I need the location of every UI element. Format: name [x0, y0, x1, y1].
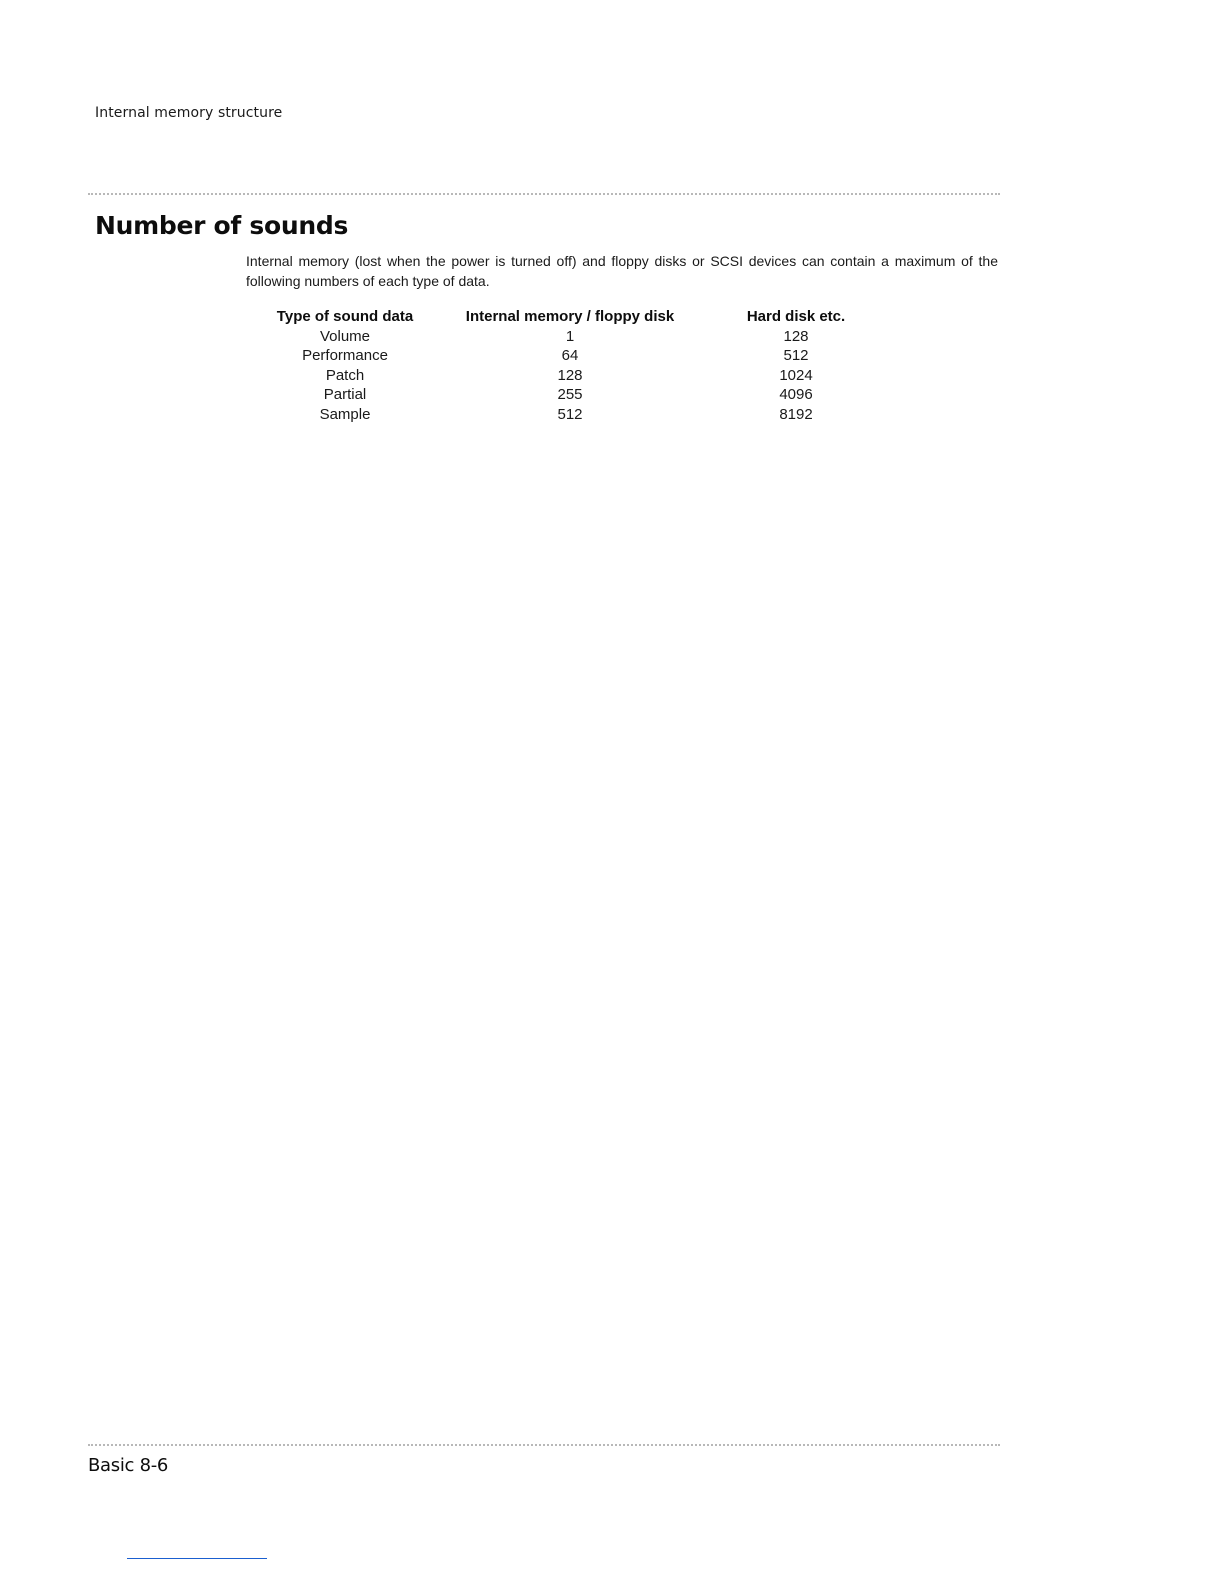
cell-internal-floppy: 64 [561, 347, 579, 365]
cell-internal-floppy: 1 [565, 327, 575, 345]
table-header-row [246, 307, 896, 327]
cell-sound-type: Volume [319, 327, 371, 345]
table-row [246, 346, 896, 366]
table-row [246, 405, 896, 425]
page-number: Basic 8-6 [88, 1455, 169, 1476]
scan-artifact-line [127, 1558, 267, 1559]
section-title: Number of sounds [95, 211, 349, 240]
top-divider [88, 193, 1000, 195]
cell-internal-floppy: 255 [557, 386, 583, 404]
header-type-of-sound-data: Type of sound data [276, 308, 414, 325]
cell-internal-floppy: 128 [557, 366, 583, 384]
table-row [246, 385, 896, 405]
cell-hard-disk: 512 [783, 347, 809, 365]
intro-paragraph: Internal memory (lost when the power is turned off) and floppy disks or SCSI devices can contain a maximum of the following numbers of each type of data. [246, 253, 998, 289]
cell-internal-floppy: 512 [557, 405, 583, 423]
cell-sound-type: Sample [319, 405, 371, 423]
table-row [246, 327, 896, 347]
bottom-divider [88, 1444, 1000, 1446]
running-head: Internal memory structure [95, 105, 283, 121]
header-hard-disk: Hard disk etc. [746, 308, 846, 325]
sound-count-table [246, 307, 896, 425]
cell-hard-disk: 4096 [779, 386, 813, 404]
cell-hard-disk: 1024 [779, 366, 813, 384]
table-row [246, 366, 896, 386]
cell-sound-type: Partial [323, 386, 367, 404]
cell-sound-type: Performance [302, 347, 388, 365]
header-internal-memory-floppy: Internal memory / floppy disk [465, 308, 675, 325]
cell-hard-disk: 128 [783, 327, 809, 345]
cell-sound-type: Patch [325, 366, 365, 384]
cell-hard-disk: 8192 [779, 405, 813, 423]
